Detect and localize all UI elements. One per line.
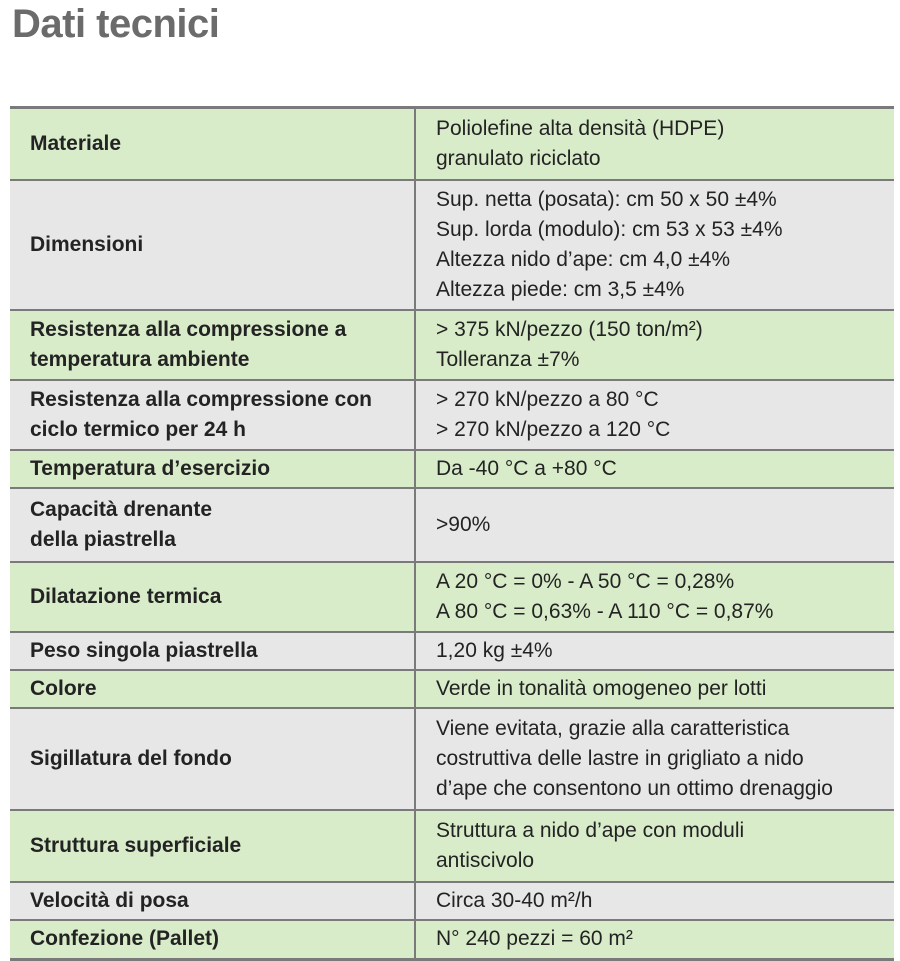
label-line: Peso singola piastrella [30, 638, 258, 662]
label-line: Velocità di posa [30, 888, 189, 912]
row-label [10, 670, 415, 708]
row-value [415, 180, 894, 310]
label-line: temperatura ambiente [30, 347, 250, 371]
value-line: 1,20 kg ±4% [436, 638, 553, 662]
value-line: antiscivolo [436, 848, 535, 872]
table-row [10, 708, 894, 810]
table-row [10, 310, 894, 380]
row-label [10, 562, 415, 632]
label-line: Resistenza alla compressione con [30, 387, 372, 411]
row-value [415, 882, 894, 920]
table-row [10, 108, 894, 180]
table-row [10, 488, 894, 562]
row-label [10, 380, 415, 450]
label-line: Resistenza alla compressione a [30, 317, 347, 341]
row-label [10, 810, 415, 882]
table-row [10, 380, 894, 450]
value-line: A 20 °C = 0% - A 50 °C = 0,28% [436, 569, 735, 593]
value-line: A 80 °C = 0,63% - A 110 °C = 0,87% [436, 599, 774, 623]
row-value [415, 108, 894, 180]
row-value [415, 810, 894, 882]
row-value [415, 488, 894, 562]
row-label [10, 708, 415, 810]
value-line: >90% [436, 512, 491, 536]
row-label [10, 632, 415, 670]
label-line: ciclo termico per 24 h [30, 417, 246, 441]
row-value [415, 562, 894, 632]
row-label [10, 108, 415, 180]
technical-data-table [10, 106, 894, 961]
value-line: Verde in tonalità omogeneo per lotti [436, 676, 767, 700]
label-line: Confezione (Pallet) [30, 927, 220, 951]
value-line: N° 240 pezzi = 60 m² [436, 927, 633, 951]
row-value [415, 670, 894, 708]
value-line: Viene evitata, grazie alla caratteristica [436, 716, 790, 740]
label-line: Materiale [30, 131, 122, 155]
value-line: Circa 30-40 m²/h [436, 888, 593, 912]
table-row [10, 450, 894, 488]
page-title: Dati tecnici [12, 2, 220, 46]
label-line: Capacità drenante [30, 497, 213, 521]
table-row [10, 562, 894, 632]
label-line: Sigillatura del fondo [30, 746, 232, 770]
row-label [10, 310, 415, 380]
value-line: costruttiva delle lastre in grigliato a nido [436, 746, 804, 770]
row-label [10, 450, 415, 488]
row-label [10, 882, 415, 920]
row-value [415, 632, 894, 670]
label-line: Struttura superficiale [30, 833, 242, 857]
value-line: Struttura a nido d’ape con moduli [436, 818, 745, 842]
row-label [10, 488, 415, 562]
label-line: della piastrella [30, 527, 176, 551]
row-value [415, 920, 894, 960]
table-row [10, 670, 894, 708]
value-line: Sup. lorda (modulo): cm 53 x 53 ±4% [436, 217, 783, 241]
value-line: Altezza piede: cm 3,5 ±4% [436, 277, 685, 301]
label-line: Dimensioni [30, 232, 144, 256]
table-row [10, 632, 894, 670]
row-value [415, 708, 894, 810]
table-row [10, 882, 894, 920]
table-row [10, 180, 894, 310]
value-line: granulato riciclato [436, 146, 601, 170]
value-line: Altezza nido d’ape: cm 4,0 ±4% [436, 247, 731, 271]
value-line: Da -40 °C a +80 °C [436, 456, 617, 480]
label-line: Temperatura d’esercizio [30, 456, 271, 480]
value-line: > 270 kN/pezzo a 120 °C [436, 417, 671, 441]
row-label [10, 920, 415, 960]
label-line: Dilatazione termica [30, 584, 222, 608]
value-line: > 375 kN/pezzo (150 ton/m²) [436, 317, 703, 341]
value-line: Sup. netta (posata): cm 50 x 50 ±4% [436, 187, 777, 211]
row-value [415, 380, 894, 450]
row-label [10, 180, 415, 310]
table-row [10, 920, 894, 960]
value-line: Tolleranza ±7% [436, 347, 580, 371]
table-row [10, 810, 894, 882]
row-value [415, 310, 894, 380]
row-value [415, 450, 894, 488]
value-line: > 270 kN/pezzo a 80 °C [436, 387, 659, 411]
label-line: Colore [30, 676, 97, 700]
value-line: Poliolefine alta densità (HDPE) [436, 116, 725, 140]
value-line: d’ape che consentono un ottimo drenaggio [436, 776, 833, 800]
